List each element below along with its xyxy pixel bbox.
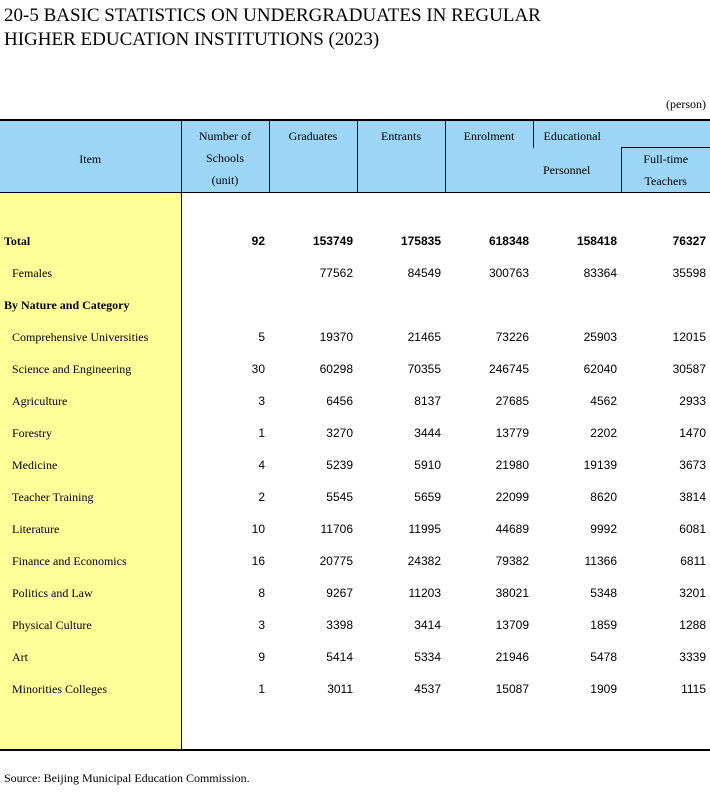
cell-entrants: 11203 — [408, 586, 441, 600]
header-fulltime-teachers: Full-time Teachers — [621, 148, 710, 193]
header-item: Item — [0, 120, 181, 193]
row-item-label: Females — [0, 257, 181, 289]
row-item-label: By Nature and Category — [0, 289, 181, 321]
cell-fulltime: 1470 — [679, 426, 706, 440]
cell-entrants: 175835 — [400, 234, 441, 248]
cell-personnel: 8620 — [590, 490, 617, 504]
cell-schools: 92 — [251, 234, 265, 248]
cell-fulltime: 1288 — [679, 618, 706, 632]
cell-fulltime — [621, 289, 710, 321]
cell-schools: 1 — [258, 426, 265, 440]
cell-enrolment: 44689 — [495, 522, 529, 536]
cell-entrants: 3414 — [414, 618, 441, 632]
cell-entrants — [357, 289, 445, 321]
cell-graduates: 3011 — [327, 682, 353, 696]
cell-personnel: 62040 — [583, 362, 617, 376]
cell-enrolment: 13709 — [495, 618, 529, 632]
cell-personnel: 2202 — [590, 426, 617, 440]
cell-graduates: 5239 — [326, 458, 353, 472]
cell-fulltime: 6081 — [679, 522, 706, 536]
cell-schools: 16 — [251, 554, 265, 568]
row-item-label: Art — [0, 641, 181, 673]
cell-schools: 10 — [251, 522, 265, 536]
cell-fulltime: 3201 — [679, 586, 706, 600]
table-row — [0, 289, 710, 321]
table-row — [0, 481, 710, 513]
table-row — [0, 449, 710, 481]
row-item-label: Politics and Law — [0, 577, 181, 609]
cell-entrants: 84549 — [407, 266, 441, 280]
cell-entrants: 11995 — [408, 522, 441, 536]
cell-entrants: 8137 — [414, 394, 441, 408]
cell-personnel: 11366 — [584, 554, 617, 568]
table-header — [0, 120, 710, 193]
cell-personnel: 5478 — [590, 650, 617, 664]
cell-fulltime: 35598 — [672, 266, 706, 280]
cell-schools — [181, 289, 269, 321]
cell-schools: 3 — [258, 394, 265, 408]
cell-schools: 4 — [258, 458, 265, 472]
cell-entrants: 5659 — [414, 490, 441, 504]
cell-fulltime: 76327 — [672, 234, 706, 248]
title-line-2: HIGHER EDUCATION INSTITUTIONS (2023) — [4, 29, 380, 50]
row-item-label: Science and Engineering — [0, 353, 181, 385]
cell-fulltime: 1115 — [681, 682, 706, 696]
cell-enrolment: 27685 — [495, 394, 529, 408]
cell-enrolment: 246745 — [488, 362, 529, 376]
header-enrolment: Enrolment — [445, 120, 533, 193]
cell-graduates: 11706 — [320, 522, 353, 536]
cell-schools: 9 — [258, 650, 265, 664]
row-item-label: Medicine — [0, 449, 181, 481]
header-educational-personnel-l2: Personnel — [533, 148, 621, 193]
cell-schools: 2 — [258, 490, 265, 504]
title-line-1: 20-5 BASIC STATISTICS ON UNDERGRADUATES IN REGULAR — [4, 5, 541, 26]
cell-graduates: 77562 — [319, 266, 353, 280]
cell-enrolment: 22099 — [495, 490, 529, 504]
header-schools: Number of Schools (unit) — [181, 120, 269, 193]
cell-enrolment: 15087 — [495, 682, 529, 696]
cell-graduates: 6456 — [326, 394, 353, 408]
header-entrants: Entrants — [357, 120, 445, 193]
cell-enrolment: 300763 — [488, 266, 529, 280]
cell-enrolment: 79382 — [495, 554, 529, 568]
row-item-label: Forestry — [0, 417, 181, 449]
cell-schools: 30 — [251, 362, 265, 376]
cell-fulltime: 12015 — [672, 330, 706, 344]
cell-personnel: 9992 — [590, 522, 617, 536]
cell-fulltime: 3673 — [679, 458, 706, 472]
cell-graduates: 3270 — [326, 426, 353, 440]
table-row — [0, 417, 710, 449]
row-item-label: Agriculture — [0, 385, 181, 417]
cell-graduates: 3398 — [326, 618, 353, 632]
cell-personnel: 25903 — [583, 330, 617, 344]
cell-enrolment: 618348 — [488, 234, 529, 248]
statistics-table — [0, 119, 710, 751]
cell-enrolment: 21980 — [495, 458, 529, 472]
cell-graduates: 9267 — [326, 586, 353, 600]
table-row — [0, 257, 710, 289]
cell-enrolment: 38021 — [495, 586, 529, 600]
row-item-label: Finance and Economics — [0, 545, 181, 577]
row-item-label: Literature — [0, 513, 181, 545]
table-body — [0, 193, 710, 751]
table-row — [0, 353, 710, 385]
row-item-label: Total — [0, 225, 181, 257]
table-row — [0, 225, 710, 257]
cell-graduates: 60298 — [319, 362, 353, 376]
cell-fulltime: 2933 — [679, 394, 706, 408]
cell-enrolment — [445, 289, 533, 321]
cell-schools: 5 — [258, 330, 265, 344]
cell-graduates: 153749 — [312, 234, 353, 248]
cell-personnel — [533, 289, 621, 321]
spacer-row — [0, 705, 710, 750]
cell-entrants: 5334 — [414, 650, 441, 664]
cell-schools: 1 — [258, 682, 265, 696]
table-row — [0, 641, 710, 673]
row-item-label: Minorities Colleges — [0, 673, 181, 705]
table-row — [0, 545, 710, 577]
table-row — [0, 513, 710, 545]
header-educational-personnel: Educational — [533, 120, 710, 148]
cell-entrants: 21465 — [407, 330, 441, 344]
cell-graduates: 5414 — [326, 650, 353, 664]
cell-graduates: 5545 — [326, 490, 353, 504]
cell-schools: 3 — [258, 618, 265, 632]
table-row — [0, 321, 710, 353]
cell-graduates: 20775 — [319, 554, 353, 568]
cell-entrants: 3444 — [414, 426, 441, 440]
cell-personnel: 1909 — [590, 682, 617, 696]
cell-enrolment: 21946 — [495, 650, 529, 664]
cell-schools: 8 — [258, 586, 265, 600]
row-item-label: Physical Culture — [0, 609, 181, 641]
cell-graduates — [269, 289, 357, 321]
header-graduates: Graduates — [269, 120, 357, 193]
cell-enrolment: 73226 — [495, 330, 529, 344]
cell-personnel: 1859 — [590, 618, 617, 632]
cell-personnel: 19139 — [583, 458, 617, 472]
cell-entrants: 5910 — [414, 458, 441, 472]
row-item-label: Teacher Training — [0, 481, 181, 513]
cell-schools — [181, 257, 269, 289]
cell-entrants: 70355 — [407, 362, 441, 376]
cell-entrants: 24382 — [407, 554, 441, 568]
unit-label: (person) — [666, 97, 706, 111]
table-row — [0, 609, 710, 641]
cell-fulltime: 6811 — [680, 554, 706, 568]
table-row — [0, 673, 710, 705]
source-note: Source: Beijing Municipal Education Commission. — [4, 771, 250, 785]
cell-personnel: 4562 — [590, 394, 617, 408]
table-row — [0, 385, 710, 417]
cell-graduates: 19370 — [319, 330, 353, 344]
spacer-row — [0, 193, 710, 226]
page-title — [4, 4, 541, 52]
row-item-label: Comprehensive Universities — [0, 321, 181, 353]
cell-personnel: 83364 — [583, 266, 617, 280]
cell-personnel: 158418 — [576, 234, 617, 248]
cell-entrants: 4537 — [414, 682, 441, 696]
cell-fulltime: 3339 — [679, 650, 706, 664]
cell-fulltime: 30587 — [672, 362, 706, 376]
cell-enrolment: 13779 — [495, 426, 529, 440]
table-row — [0, 577, 710, 609]
cell-fulltime: 3814 — [679, 490, 706, 504]
cell-personnel: 5348 — [590, 586, 617, 600]
